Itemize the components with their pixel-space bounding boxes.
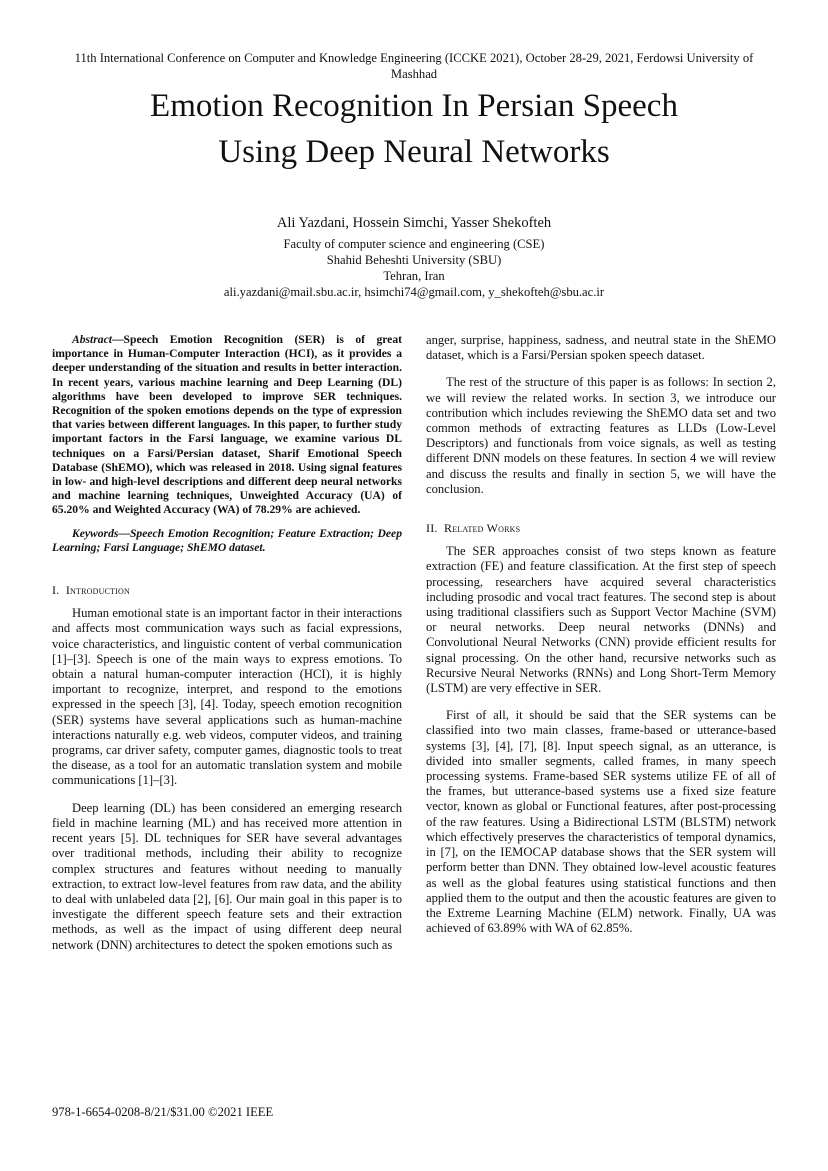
affiliation-univ: Shahid Beheshti University (SBU) bbox=[326, 253, 502, 267]
keywords-label: Keywords bbox=[72, 526, 119, 540]
section-heading-introduction bbox=[52, 583, 402, 598]
section-number: I. bbox=[52, 583, 60, 598]
related-paragraph-2: First of all, it should be said that the SER systems can be classified into two main classes, frame-based or utterance-based systems [3], [4], [7], [8]. Input speech signal, as an utterance, is divided into smaller segments, called frames, in many speech processing systems. Frame-based SER systems utilize FE of all of the frames, but utterance-based systems use a fixed size feature vector, known as global or Functional features, after post-processing of the raw features. Using a Bidirectional LSTM (BLSTM) network which effectively preserves the characteristics of temporal dynamics, in [7], on the IEMOCAP database shows that the SER system will perform better than DNN. They obtained low-level acoustic features as well as the global features using statistical functions and then applied them to the output and then the acoustic features are given to the Extreme Learning Machine (ELM) network. Finally, UA was achieved of 63.89% with WA of 62.85%. bbox=[426, 708, 776, 936]
copyright-footer: 978-1-6654-0208-8/21/$31.00 ©2021 IEEE bbox=[52, 1105, 274, 1119]
affiliation-dept: Faculty of computer science and engineering (CSE) bbox=[283, 237, 545, 251]
keywords bbox=[52, 527, 402, 555]
section-heading-related-works bbox=[426, 521, 776, 536]
paper-title bbox=[40, 83, 788, 175]
conference-header: 11th International Conference on Computer and Knowledge Engineering (ICCKE 2021), October 28-29, 2021, Ferdowsi University of Mashhad bbox=[74, 51, 754, 81]
affiliation-city: Tehran, Iran bbox=[383, 269, 445, 283]
intro-paragraph-3: anger, surprise, happiness, sadness, and neutral state in the ShEMO dataset, which is a Farsi/Persian spoken speech dataset. bbox=[426, 333, 776, 363]
keywords-text: Speech Emotion Recognition; Feature Extraction; Deep Learning; Farsi Language; ShEMO dataset. bbox=[52, 526, 402, 554]
related-paragraph-1: The SER approaches consist of two steps known as feature extraction (FE) and feature classification. At the first step of speech processing, researchers have acquired several characteristics including prosodic and vocal tract features. The second step is about using traditional classifiers such as Support Vector Machine (SVM) or neural networks. Deep neural networks (DNNs) and Convolutional Neural Networks (CNN) provide efficient results for signal processing. On the other hand, recursive networks such as Recursive Neural Networks (RNNs) and Long Short-Term Memory (LSTM) are very effective in SER. bbox=[426, 544, 776, 696]
section-title: Related Works bbox=[444, 521, 521, 536]
abstract-label: Abstract bbox=[72, 333, 112, 346]
author-emails: ali.yazdani@mail.sbu.ac.ir, hsimchi74@gmail.com, y_shekofteh@sbu.ac.ir bbox=[223, 285, 605, 299]
abstract bbox=[52, 333, 402, 518]
title-line-1: Emotion Recognition In Persian Speech bbox=[150, 88, 678, 124]
affiliation-block bbox=[40, 236, 788, 300]
author-list: Ali Yazdani, Hossein Simchi, Yasser Shekofteh bbox=[276, 215, 552, 231]
right-column bbox=[426, 333, 776, 936]
section-title: Introduction bbox=[65, 583, 130, 598]
abstract-dash: — bbox=[111, 333, 124, 346]
keywords-dash: — bbox=[118, 526, 130, 540]
intro-paragraph-2: Deep learning (DL) has been considered an emerging research field in machine learning (ML) and has received more attention in recent years [5]. DL techniques for SER have several advantages over traditional methods, including their ability to recognize complex structures and features without needing to manually extraction, to extract low-level features from raw data, and the ability to deal with unlabeled data [2], [6]. Our main goal in this paper is to investigate the different speech feature sets and their extraction methods, as well as the impact of using different deep neural network (DNN) architectures to detect the spoken emotions such as bbox=[52, 800, 402, 952]
abstract-text: Speech Emotion Recognition (SER) is of great importance in Human-Computer Interaction (HCI), as it provides a deeper understanding of the situation and results in better interaction. In recent years, various machine learning and Deep Learning (DL) algorithms have been developed to improve SER techniques. Recognition of the spoken emotions depends on the type of expression that varies between different languages. In this paper, to further study important factors in the Farsi language, we examine various DL techniques on a Farsi/Persian dataset, Sharif Emotional Speech Database (ShEMO), which was released in 2018. Using signal features in low- and high-level descriptions and different deep neural networks and machine learning techniques, Unweighted Accuracy (UA) of 65.20% and Weighted Accuracy (WA) of 78.29% are achieved. bbox=[52, 333, 402, 517]
section-number: II. bbox=[426, 521, 438, 536]
left-column bbox=[52, 333, 402, 953]
intro-paragraph-4: The rest of the structure of this paper is as follows: In section 2, we will review the related works. In section 3, we introduce our contribution which includes reviewing the ShEMO data set and two common methods of extracting features as LLDs (Low-Level Descriptors) and functionals from voice signals, as well as testing different DNN models on these features. In section 4 we will review and discuss the results and finally in section 5, we will have the conclusion. bbox=[426, 375, 776, 496]
intro-paragraph-1: Human emotional state is an important factor in their interactions and affects most communication ways such as facial expressions, voice characteristics, and linguistic content of verbal communication [1]–[3]. Speech is one of the main ways to express emotions. To obtain a natural human-computer interaction (HCI), it is highly important to recognize, interpret, and respond to the emotions expressed in the speech [3], [4]. Today, speech emotion recognition (SER) systems have several applications such as human-machine interactions naturally e.g. web videos, computer videos, and training programs, car driver safety, computer games, diagnostic tools to treat the disease, as a tool for an automatic translation system and mobile communications [1]–[3]. bbox=[52, 606, 402, 788]
title-line-2: Using Deep Neural Networks bbox=[218, 134, 610, 170]
